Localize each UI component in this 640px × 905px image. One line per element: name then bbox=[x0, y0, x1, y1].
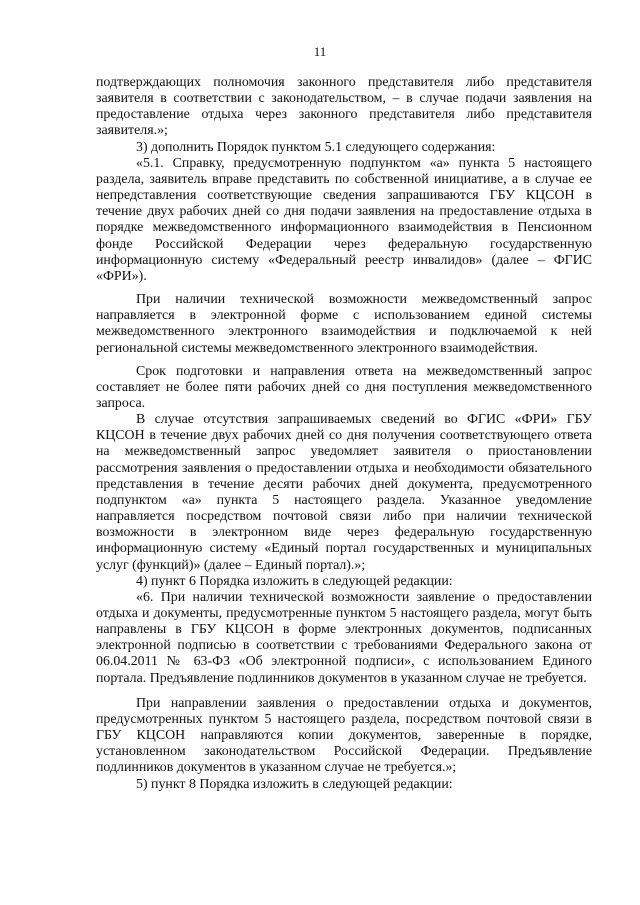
paragraph: подтверждающих полномочия законного представителя либо представителя заявителя в соответствии с законодательством, – в случае подачи заявления на предоставление отдыха через законного представителя либо представителя заявителя.»; bbox=[96, 75, 592, 139]
document-body bbox=[96, 75, 592, 793]
paragraph: В случае отсутствия запрашиваемых сведений во ФГИС «ФРИ» ГБУ КЦСОН в течение двух рабочих дней со дня получения соответствующего ответа на межведомственный запрос уведомляет заявителя о приостановлении рассмотрения заявления о предоставлении отдыха и необходимости обязательного представления в течение десяти рабочих дней документа, предусмотренного подпунктом «а» пункта 5 настоящего раздела. Указанное уведомление направляется посредством почтовой связи либо при наличии технической возможности в электронном виде через федеральную государственную информационную систему «Единый портал государственных и муниципальных услуг (функций)» (далее – Единый портал).»; bbox=[96, 412, 592, 573]
paragraph: При наличии технической возможности межведомственный запрос направляется в электронной форме с использованием единой системы межведомственного электронного взаимодействия и подключаемой к ней региональной системы межведомственного электронного взаимодействия. bbox=[96, 292, 592, 356]
paragraph: 3) дополнить Порядок пунктом 5.1 следующего содержания: bbox=[136, 139, 496, 155]
page-number: 11 bbox=[313, 44, 327, 59]
paragraph: 4) пункт 6 Порядка изложить в следующей редакции: bbox=[136, 573, 453, 589]
paragraph: «5.1. Справку, предусмотренную подпунктом «а» пункта 5 настоящего раздела, заявитель вправе представить по собственной инициативе, а в случае ее непредставления соответствующие сведения запрашиваются ГБУ КЦСОН в течение двух рабочих дней со дня подачи заявления на предоставление отдыха в порядке межведомственного информационного взаимодействия в Пенсионном фонде Российской Федерации через федеральную государственную информационную систему «Федеральный реестр инвалидов» (далее – ФГИС «ФРИ»). bbox=[96, 155, 592, 284]
paragraph: При направлении заявления о предоставлении отдыха и документов, предусмотренных пунктом 5 настоящего раздела, посредством почтовой связи в ГБУ КЦСОН направляются копии документов, заверенные в порядке, установленном законодательством Российской Федерации. Предъявление подлинников документов в указанном случае не требуется.»; bbox=[96, 695, 592, 776]
paragraph: 5) пункт 8 Порядка изложить в следующей редакции: bbox=[136, 776, 453, 792]
paragraph: Срок подготовки и направления ответа на межведомственный запрос составляет не более пяти рабочих дней со дня поступления межведомственного запроса. bbox=[96, 363, 592, 411]
paragraph: «6. При наличии технической возможности заявление о предоставлении отдыха и документы, предусмотренные пунктом 5 настоящего раздела, могут быть направлены в ГБУ КЦСОН в форме электронных документов, подписанных электронной подписью в соответствии с требованиями Федерального закона от 06.04.2011 № 63-ФЗ «Об электронной подписи», с использованием Единого портала. Предъявление подлинников документов в указанном случае не требуется. bbox=[96, 589, 592, 686]
